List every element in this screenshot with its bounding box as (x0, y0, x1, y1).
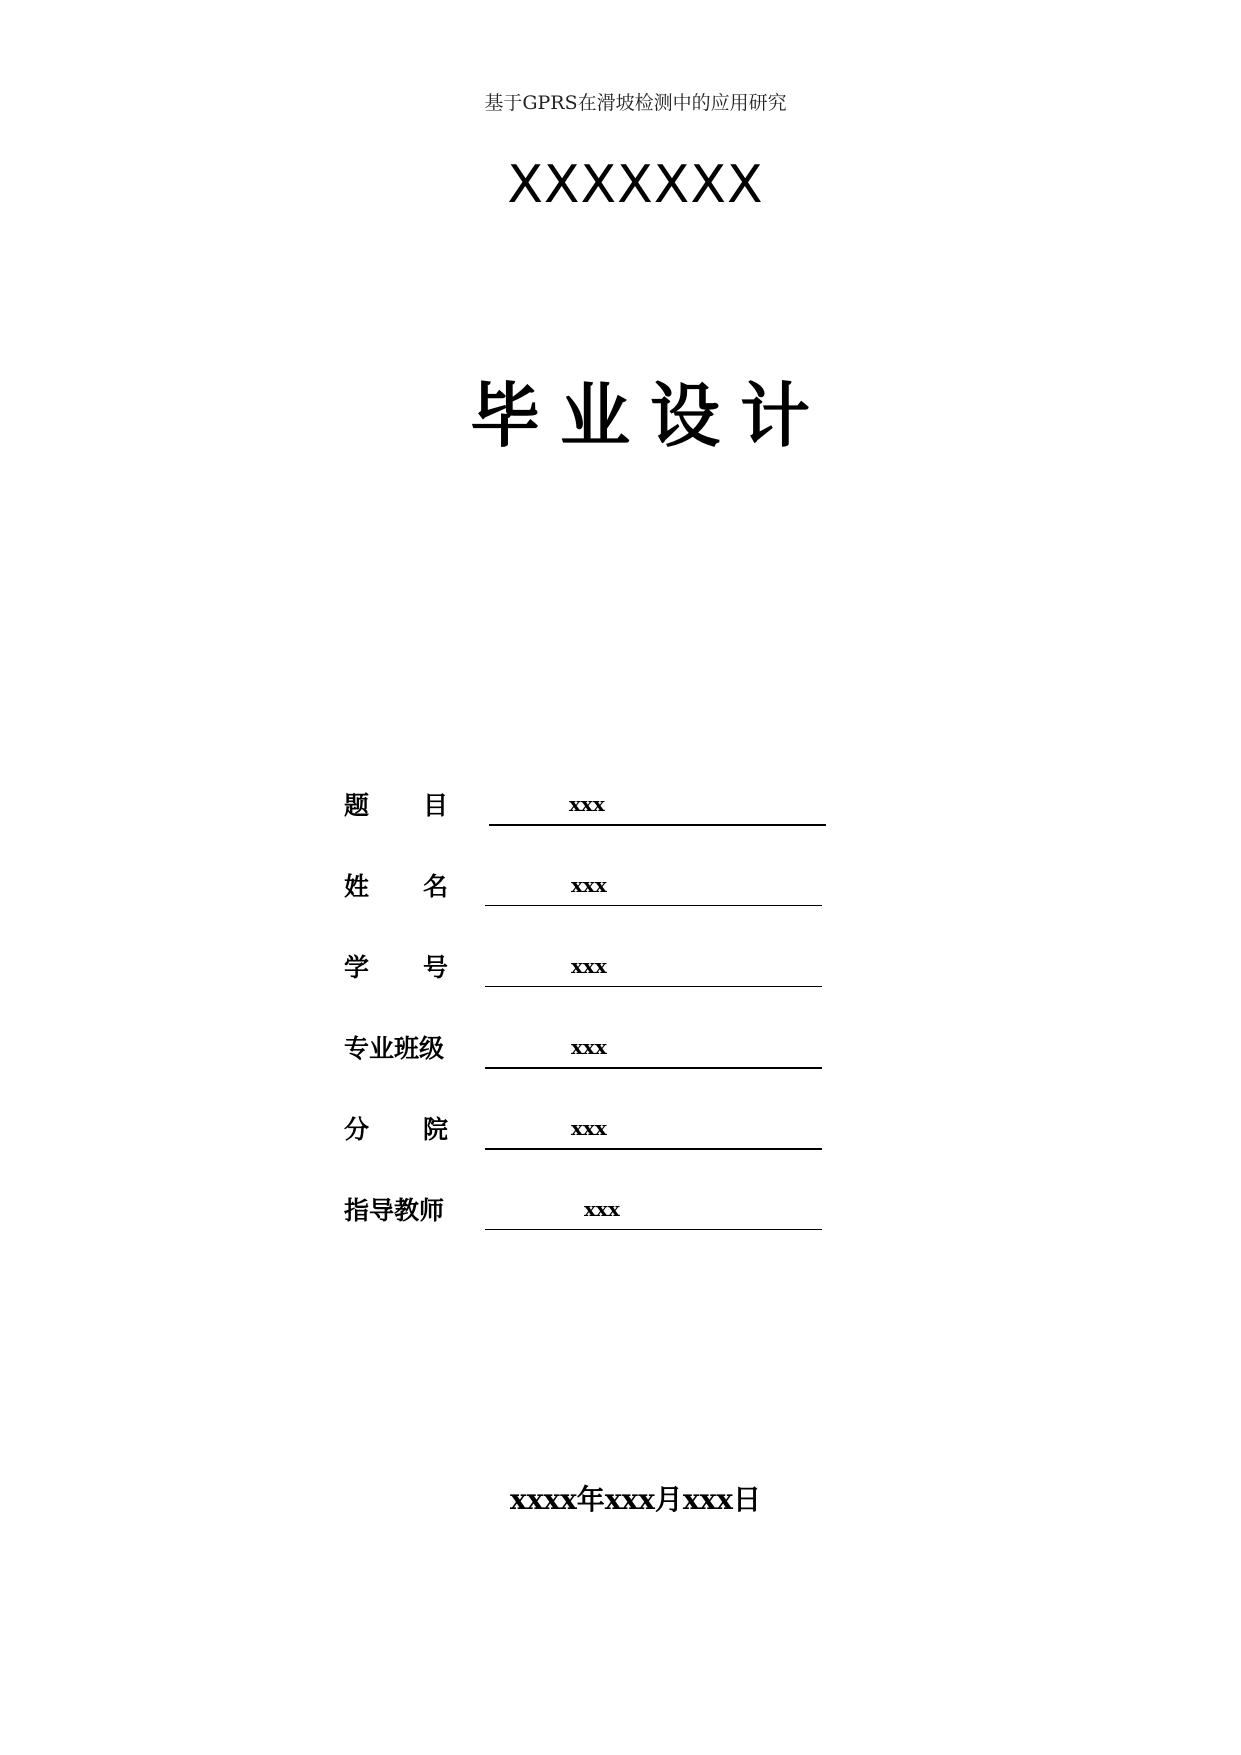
field-college-underline (485, 1148, 822, 1150)
running-header: 基于GPRS在滑坡检测中的应用研究 (484, 92, 787, 114)
field-topic (344, 776, 824, 830)
field-college (344, 1100, 824, 1154)
field-name-label (344, 867, 448, 903)
field-student-id-label (344, 948, 448, 984)
field-advisor-underline (485, 1229, 822, 1230)
field-advisor (344, 1181, 824, 1235)
field-student-id-label-char-2: 号 (422, 953, 448, 982)
field-student-id-underline (485, 986, 822, 987)
field-student-id (344, 938, 824, 992)
field-name-label-char-1: 姓 (344, 872, 370, 901)
field-name (344, 857, 824, 911)
field-advisor-value: xxx (584, 1197, 620, 1221)
field-topic-label-char-1: 题 (344, 791, 370, 820)
field-student-id-label-char-1: 学 (344, 953, 370, 982)
document-title: 毕业设计 (470, 374, 830, 457)
submission-date: xxxx年xxx月xxx日 (510, 1483, 761, 1516)
field-topic-label (344, 786, 448, 822)
field-major-class (344, 1019, 824, 1073)
field-topic-underline (489, 824, 826, 826)
field-college-label (344, 1110, 448, 1146)
field-student-id-value: xxx (571, 954, 607, 978)
field-major-class-value: xxx (571, 1035, 607, 1059)
field-college-label-char-1: 分 (344, 1115, 370, 1144)
field-college-value: xxx (571, 1116, 607, 1140)
school-name: XXXXXXX (507, 155, 764, 215)
field-name-value: xxx (571, 873, 607, 897)
field-name-label-char-2: 名 (422, 872, 448, 901)
field-college-label-char-2: 院 (422, 1115, 448, 1144)
field-major-class-label: 专业班级 (344, 1034, 445, 1063)
field-advisor-label: 指导教师 (344, 1196, 445, 1225)
field-topic-label-char-2: 目 (422, 791, 448, 820)
field-name-underline (485, 905, 822, 906)
field-topic-value: xxx (569, 792, 605, 816)
field-major-class-underline (485, 1067, 822, 1069)
